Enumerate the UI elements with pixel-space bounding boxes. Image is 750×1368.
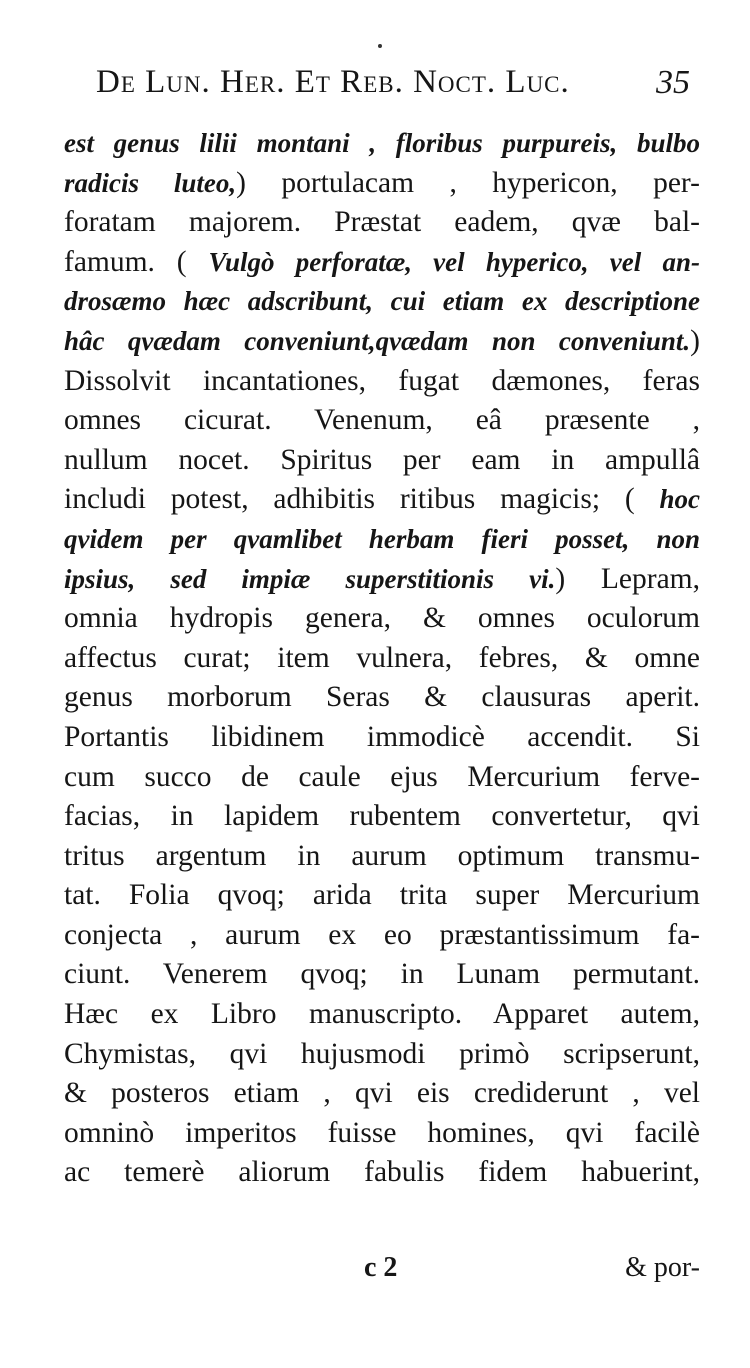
text-line: tritus argentum in aurum optimum transmu- (64, 839, 700, 872)
body-text (64, 124, 700, 1193)
text-line: Chymistas, qvi hujusmodi primò scripserunt, (64, 1037, 700, 1070)
text-line: includi potest, adhibitis ritibus magicis; ( hoc (64, 483, 700, 516)
page-footer (64, 1252, 700, 1292)
text-line: affectus curat; item vulnera, febres, & omne (64, 641, 700, 674)
text-line: foratam majorem. Præstat eadem, qvæ bal- (64, 206, 700, 239)
text-line: & posteros etiam , qvi eis crediderunt , vel (64, 1077, 700, 1110)
text-line: omninò imperitos fuisse homines, qvi facilè (64, 1116, 700, 1149)
text-line: ac temerè aliorum fabulis fidem habuerint, (64, 1156, 700, 1189)
text-line: nullum nocet. Spiritus per eam in ampullâ (64, 443, 700, 476)
text-line: conjecta , aurum ex eo præstantissimum fa- (64, 918, 700, 951)
text-line: facias, in lapidem rubentem convertetur, qvi (64, 800, 700, 833)
text-line: Hæc ex Libro manuscripto. Apparet autem, (64, 998, 700, 1031)
text-line: est genus lilii montani , floribus purpureis, bulbo (64, 128, 700, 158)
text-line: omnia hydropis genera, & omnes oculorum (64, 602, 700, 635)
running-title: De Lun. Her. Et Reb. Noct. Luc. (96, 64, 570, 100)
text-line: tat. Folia qvoq; arida trita super Mercurium (64, 879, 700, 912)
signature-mark: c 2 (364, 1252, 398, 1283)
text-line: ipsius, sed impiæ superstitionis vi.) Lepram, (64, 562, 700, 595)
text-line: omnes cicurat. Venenum, eâ præsente , (64, 404, 700, 437)
text-line: cum succo de caule ejus Mercurium ferve- (64, 760, 700, 793)
text-line: hâc qvædam conveniunt,qvædam non conveniunt.) (64, 324, 700, 357)
text-line: Dissolvit incantationes, fugat dæmones, feras (64, 364, 700, 397)
text-line: Portantis libidinem immodicè accendit. Si (64, 720, 700, 753)
text-line: famum. ( Vulgò perforatæ, vel hyperico, vel an- (64, 245, 700, 278)
text-line: drosæmo hæc adscribunt, cui etiam ex descriptione (64, 286, 700, 317)
text-line: genus morborum Seras & clausuras aperit. (64, 681, 700, 714)
catchword: & por- (625, 1252, 700, 1283)
running-head (96, 56, 696, 106)
text-line: radicis luteo,) portulacam , hypericon, per- (64, 166, 700, 199)
page-number: 35 (656, 64, 690, 101)
ink-speck (378, 44, 382, 48)
text-line: ciunt. Venerem qvoq; in Lunam permutant. (64, 958, 700, 991)
text-line: qvidem per qvamlibet herbam fieri posset, non (64, 523, 700, 554)
